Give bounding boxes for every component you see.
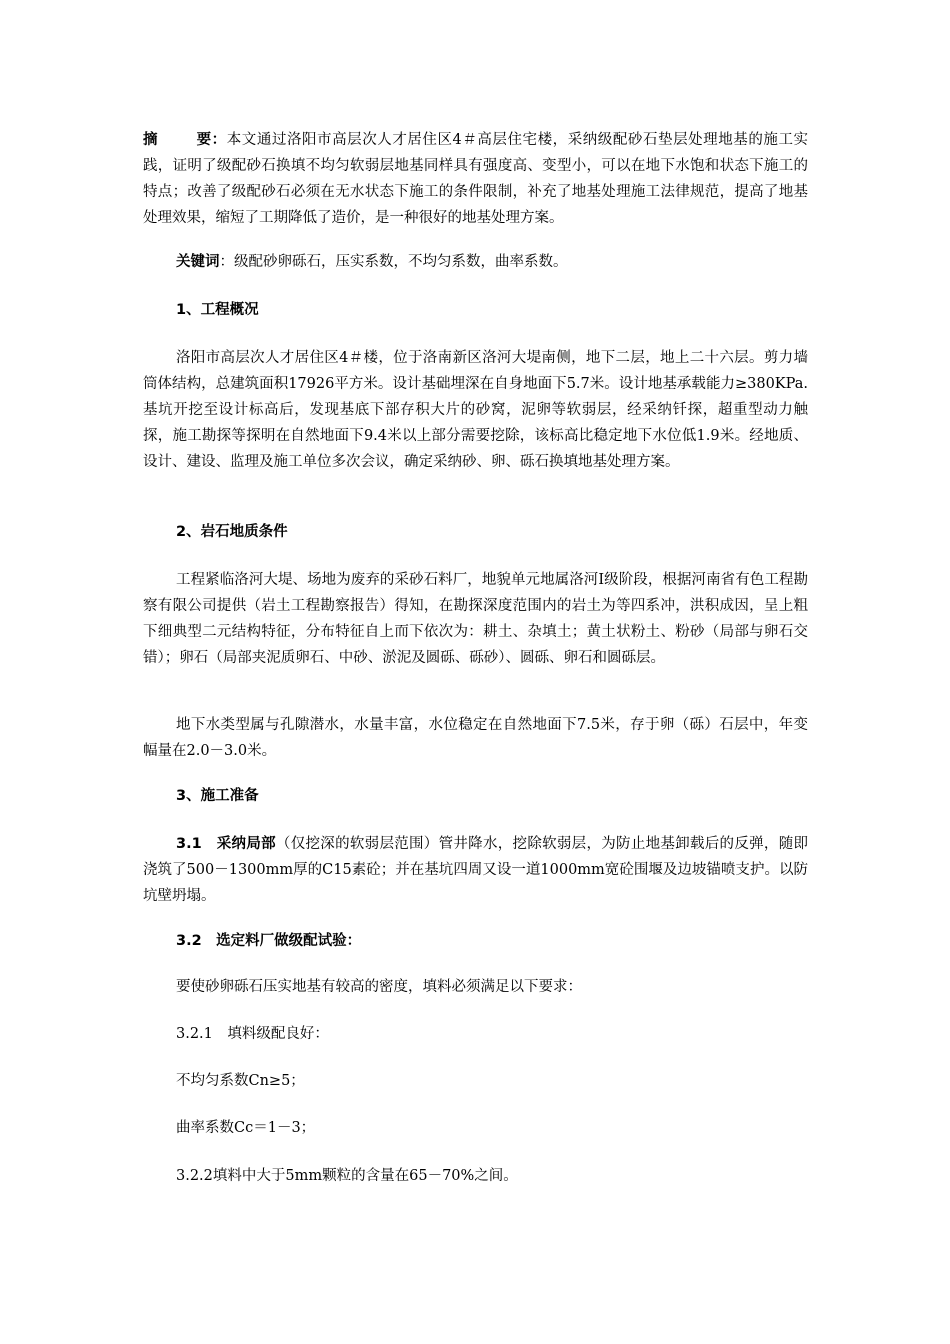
keywords-text: ：级配砂卵砾石，压实系数，不均匀系数，曲率系数。	[219, 254, 568, 270]
section-3-2-title: 3.2 选定料厂做级配试验：	[176, 933, 362, 949]
section-2-paragraph-1: 工程紧临洛河大堤、场地为废弃的采砂石料厂，地貌单元地属洛河Ⅰ级阶段，根据河南省有色工程勘察有限公司提供（岩土工程勘察报告）得知，在勘探深度范围内的岩土为等四系冲，洪积成因，呈上粗下细典型二元结构特征，分布特征自上而下依次为：耕土、杂填土；黄土状粉土、粉砂（局部与卵石交错）；卵石（局部夹泥质卵石、中砂、淤泥及圆砾、砾砂）、圆砾、卵石和圆砾层。	[143, 572, 808, 666]
section-3-title: 3、施工准备	[176, 788, 259, 804]
section-1-title: 1、工程概况	[176, 302, 259, 318]
abstract-label-2: 要：	[196, 132, 227, 148]
section-3-1-label: 3.1 采纳局部	[176, 836, 276, 852]
section-3-2-2: 3.2.2填料中大于5mm颗粒的含量在65－70%之间。	[176, 1168, 518, 1184]
section-2-paragraph-2: 地下水类型属与孔隙潜水，水量丰富，水位稳定在自然地面下7.5米，存于卵（砾）石层中，年变幅量在2.0－3.0米。	[143, 717, 808, 759]
section-3-2-intro: 要使砂卵砾石压实地基有较高的密度，填料必须满足以下要求：	[176, 979, 582, 995]
section-3-1-text: （仅挖深的软弱层范围）管井降水，挖除软弱层，为防止地基卸载后的反弹，随即浇筑了500－1300mm厚的C15素砼；并在基坑四周又设一道1000mm宽砼围堰及边坡锚喷支护。以防坑壁坍塌。	[143, 836, 809, 904]
abstract-label-1: 摘	[143, 132, 159, 148]
abstract-paragraph	[143, 127, 808, 231]
keywords-paragraph	[143, 249, 808, 275]
section-3-2-1: 3.2.1 填料级配良好：	[176, 1026, 329, 1042]
section-2-title: 2、岩石地质条件	[176, 524, 288, 540]
section-3-1-paragraph	[143, 831, 808, 909]
uniformity-coefficient: 不均匀系数Cn≥5；	[176, 1073, 305, 1089]
abstract-text: 本文通过洛阳市高层次人才居住区4＃高层住宅楼，采纳级配砂石垫层处理地基的施工实践，证明了级配砂石换填不均匀软弱层地基同样具有强度高、变型小，可以在地下水饱和状态下施工的特点；改善了级配砂石必须在无水状态下施工的条件限制，补充了地基处理施工法律规范，提高了地基处理效果，缩短了工期降低了造价，是一种很好的地基处理方案。	[143, 132, 809, 226]
curvature-coefficient: 曲率系数Cc＝1－3；	[176, 1120, 316, 1136]
section-1-paragraph: 洛阳市高层次人才居住区4＃楼，位于洛南新区洛河大堤南侧，地下二层，地上二十六层。剪力墙筒体结构，总建筑面积17926平方米。设计基础埋深在自身地面下5.7米。设计地基承载能力≥380KPa.基坑开挖至设计标高后，发现基底下部存积大片的砂窝，泥卵等软弱层，经采纳钎探，超重型动力触探，施工勘探等探明在自然地面下9.4米以上部分需要挖除，该标高比稳定地下水位低1.9米。经地质、设计、建设、监理及施工单位多次会议，确定采纳砂、卵、砾石换填地基处理方案。	[143, 350, 808, 470]
keywords-label: 关键词	[176, 254, 220, 270]
